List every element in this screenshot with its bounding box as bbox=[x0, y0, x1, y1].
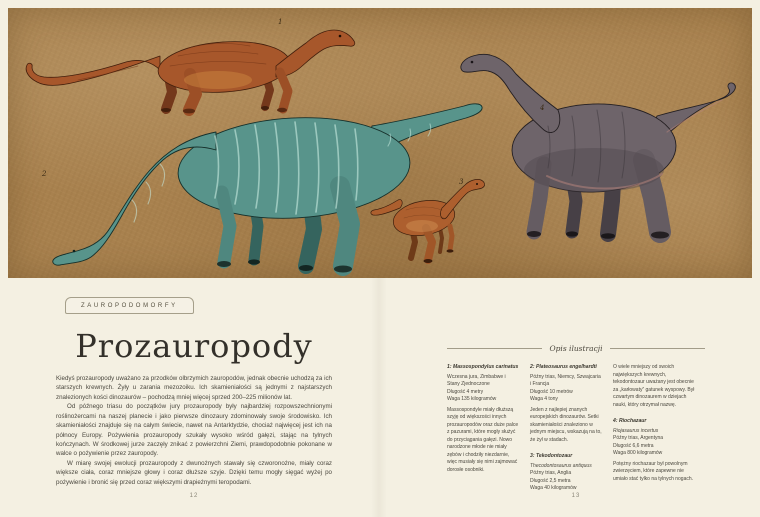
intro-paragraph-2: Od późnego triasu do początków jury prozauropody były najbardziej rozpowszechnionymi roślinożercami na naszej planecie i jako pierwsze dinozaury zdominowały swoje środowisko. Ich skamieniałości znajduje się na całym świecie, nawet na Antarktydzie, chociaż najwięcej jest ich na północy Europy. Pożywienia prozauropody szukały wysoko wśród gałęzi, stając na tylnych kończynach. W środkowej jurze zaczęły znikać z powierzchni Ziemi, prawdopodobnie pokonane w walce o pożywienie przez zauropody. bbox=[56, 403, 332, 458]
entry-2-weight: Waga 4 tony bbox=[530, 396, 558, 403]
entry-4-period: Późny trias, Argentyna bbox=[613, 435, 664, 442]
header-rule-left bbox=[447, 348, 542, 349]
entry-2-period: Późny trias, Niemcy, Szwajcaria i Francja bbox=[530, 373, 601, 388]
left-page bbox=[56, 294, 332, 487]
intro-text bbox=[56, 374, 332, 487]
entry-4-description: Potężny riochazaur był powolnym zwierzęciem, które zapewne nie umiało stać tylko na tylnych nogach. bbox=[613, 460, 694, 482]
intro-paragraph-1: Kiedyś prozauropody uważano za przodków olbrzymich zauropodów, jednak obecnie uchodzą za ich starszych krewnych. Żyły u zarania mezozoiku. Ich skamieniałości są jednymi z najstarszych znalezionych kości dinozaurów – pochodzą mniej więcej sprzed 200–225 milionów lat. bbox=[56, 375, 332, 401]
figure-label-4: 4 bbox=[540, 104, 545, 112]
entry-plateosaurus bbox=[530, 364, 602, 444]
entry-2-description: Jeden z najlepiej znanych europejskich dinozaurów. Setki skamieniałości znaleziono w jednym miejscu, wskazują na to, że żył w stadach. bbox=[530, 406, 602, 443]
entry-3-heading: 3: Tekodontozaur bbox=[530, 453, 573, 460]
right-page-number: 13 bbox=[571, 493, 581, 499]
page-fold-shadow bbox=[371, 278, 387, 517]
entry-4-length: Długość 6,6 metra bbox=[613, 442, 654, 449]
entry-thecodontosaurus-continued bbox=[613, 364, 699, 409]
entry-1-heading: 1: Massospondylus carinatus bbox=[447, 364, 519, 370]
figure-label-3: 3 bbox=[459, 178, 464, 186]
caption-header-label: Opis ilustracji bbox=[549, 344, 603, 353]
caption-header bbox=[447, 344, 705, 353]
entry-4-weight: Waga 800 kilogramów bbox=[613, 450, 663, 457]
entry-thecodontosaurus bbox=[530, 453, 602, 493]
figure-label-1: 1 bbox=[278, 18, 283, 26]
entry-2-heading: 2: Plateosaurus engelhardti bbox=[530, 364, 597, 370]
intro-paragraph-3: W miarę swojej ewolucji prozauropody z dwunożnych stawały się czworonożne, miały coraz większe ciała, coraz mniejsze głowy i coraz dłuższe szyje. Dzięki temu mogły sięgać wyżej po pożywienie i bronić się przed coraz większymi drapieżnymi teropodami. bbox=[56, 459, 332, 486]
entry-1-description: Massospondyle miały dłuższą szyję od większości innych prozauropodów oraz duże palce z pazurami, które mogły służyć do przyciągania gałęzi. Nowo narodzone młode nie miały zębów i chodziły niezdarnie, więc musiały się nimi zajmować dorosłe osobniki. bbox=[447, 406, 519, 473]
entry-2-length: Długość 10 metrów bbox=[530, 388, 573, 395]
caption-column-1 bbox=[447, 364, 519, 493]
caption-column-2 bbox=[530, 364, 602, 493]
entry-3-weight: Waga 40 kilogramów bbox=[530, 485, 577, 492]
entry-3-latin-name: Thecodontosaurus antiquus bbox=[530, 462, 592, 469]
caption-column-3 bbox=[613, 364, 699, 493]
entry-1-weight: Waga 135 kilogramów bbox=[447, 396, 497, 403]
section-tab: ZAUROPODOMORFY bbox=[65, 297, 194, 314]
entry-3-period: Późny trias, Anglia bbox=[530, 470, 572, 477]
caption-columns bbox=[447, 364, 705, 493]
illustration-panel bbox=[8, 8, 752, 278]
page-title: Prozauropody bbox=[75, 327, 313, 365]
entry-4-latin-name: Riojasaurus incertus bbox=[613, 427, 659, 434]
entry-4-heading: 4: Riochazaur bbox=[613, 418, 647, 424]
entry-1-period: Wczesna jura, Zimbabwe i Stany Zjednoczone bbox=[447, 373, 506, 388]
header-rule-right bbox=[610, 348, 705, 349]
entry-1-length: Długość 4 metry bbox=[447, 388, 484, 395]
entry-riojasaurus bbox=[613, 418, 699, 483]
entry-massospondylus bbox=[447, 364, 519, 474]
entry-3-length: Długość 2,5 metra bbox=[530, 477, 571, 484]
left-page-number: 12 bbox=[189, 493, 199, 499]
figure-label-2: 2 bbox=[42, 170, 47, 178]
right-page bbox=[447, 344, 705, 493]
entry-3-description: O wiele mniejszy od swoich największych krewnych, tekodontozaur uważany jest obecnie za „karłowaty” gatunek wyspowy. Był czwartym dinozaurem w dziejach nauki, który otrzymał nazwę. bbox=[613, 364, 695, 408]
dinosaur-4-illustration bbox=[452, 46, 747, 241]
